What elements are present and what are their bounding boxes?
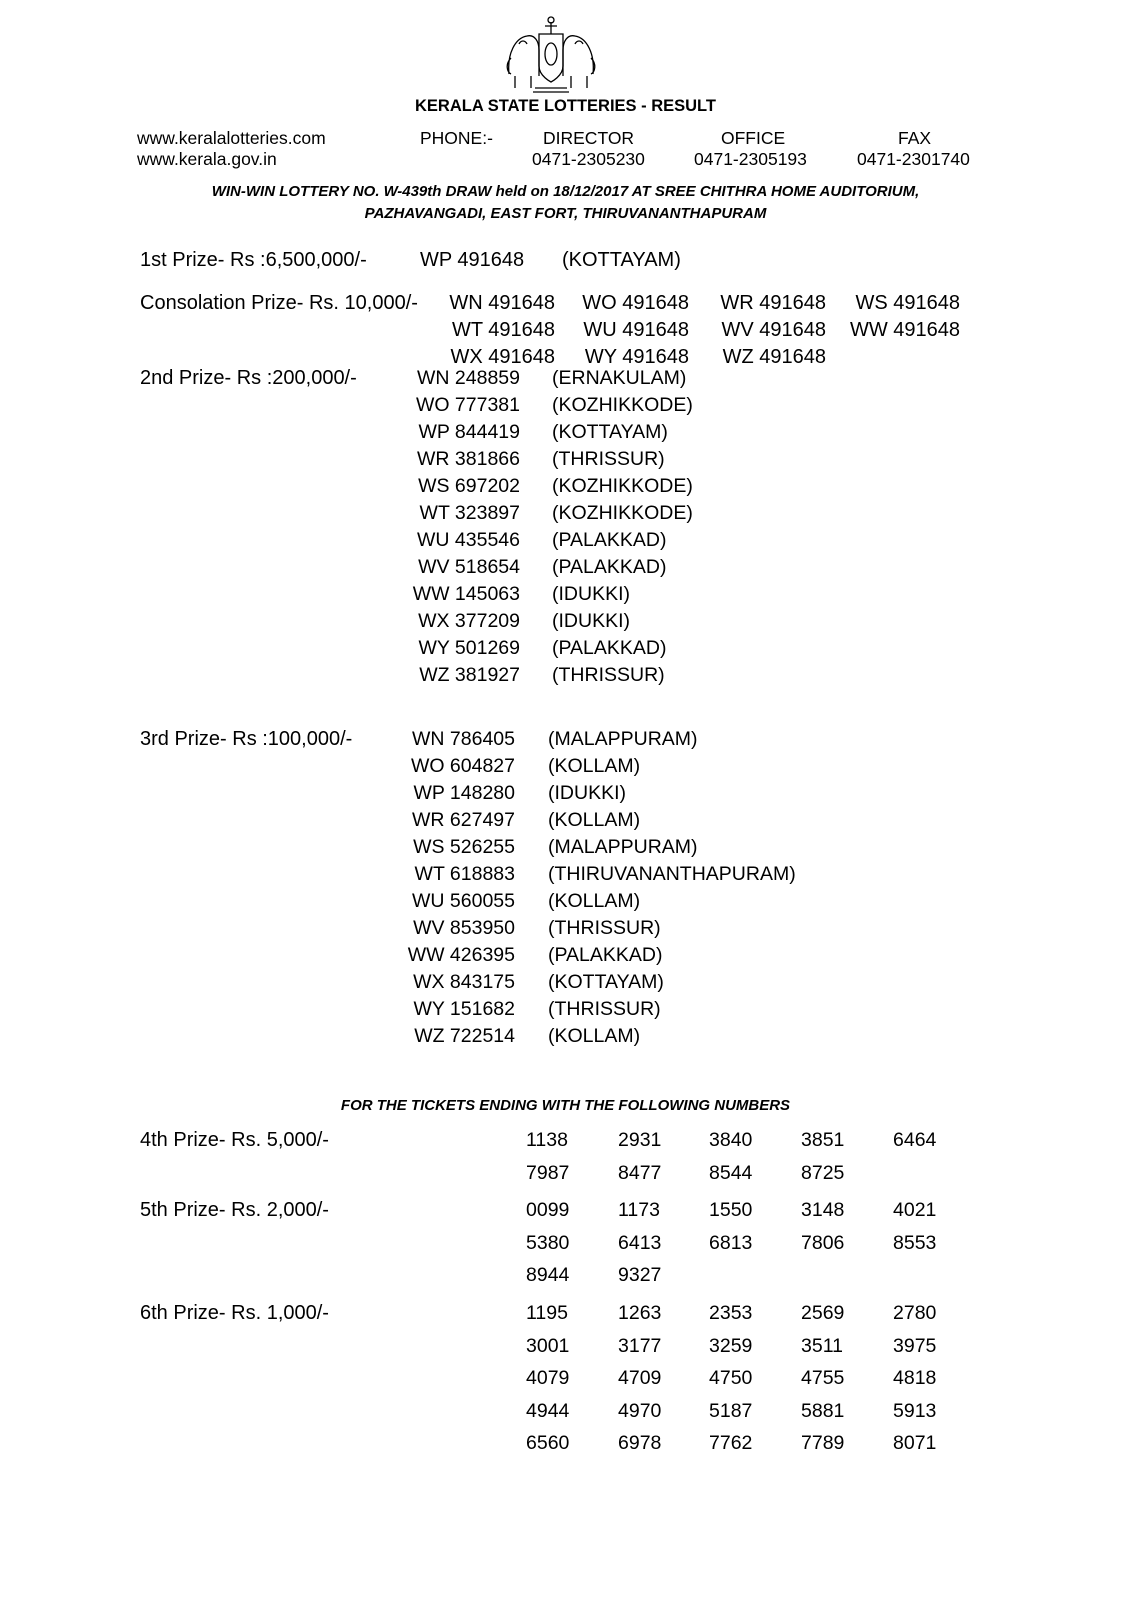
second-prize-place: (IDUKKI) <box>552 610 630 632</box>
second-prize-place: (IDUKKI) <box>552 583 630 605</box>
sixth-prize-number: 7762 <box>709 1432 753 1454</box>
fourth-prize-number: 8725 <box>801 1162 845 1184</box>
fifth-prize-label: 5th Prize- Rs. 2,000/- <box>140 1199 329 1221</box>
second-prize-ticket: WS 697202 <box>418 475 520 497</box>
third-prize-label: 3rd Prize- Rs :100,000/- <box>140 728 353 750</box>
consolation-ticket: WU 491648 <box>583 319 689 341</box>
fifth-prize-number: 3148 <box>801 1199 845 1221</box>
sixth-prize-number: 3259 <box>709 1335 753 1357</box>
consolation-ticket: WS 491648 <box>855 292 960 314</box>
sixth-prize-number: 3001 <box>526 1335 570 1357</box>
second-prize-ticket: WY 501269 <box>418 637 520 659</box>
third-prize-ticket: WR 627497 <box>412 809 515 831</box>
sixth-prize-label: 6th Prize- Rs. 1,000/- <box>140 1302 329 1324</box>
second-prize-ticket: WN 248859 <box>417 367 520 389</box>
consolation-prize-label: Consolation Prize- Rs. 10,000/- <box>140 292 418 314</box>
fourth-prize-number: 3840 <box>709 1129 753 1151</box>
fifth-prize-number: 6413 <box>618 1232 662 1254</box>
second-prize-ticket: WO 777381 <box>415 394 520 416</box>
second-prize-label: 2nd Prize- Rs :200,000/- <box>140 367 357 389</box>
third-prize-ticket: WN 786405 <box>412 728 515 750</box>
fourth-prize-number: 8544 <box>709 1162 753 1184</box>
fifth-prize-number: 4021 <box>893 1199 937 1221</box>
second-prize-ticket: WU 435546 <box>417 529 520 551</box>
second-prize-place: (KOZHIKKODE) <box>552 502 693 524</box>
fifth-prize-number: 6813 <box>709 1232 753 1254</box>
third-prize-place: (KOLLAM) <box>548 890 641 912</box>
third-prize-ticket: WZ 722514 <box>414 1025 515 1047</box>
sixth-prize-number: 4079 <box>526 1367 570 1389</box>
third-prize-ticket: WP 148280 <box>413 782 515 804</box>
draw-details: WIN-WIN LOTTERY NO. W-439th DRAW held on 18/12/2017 AT SREE CHITHRA HOME AUDITORIUM, <box>211 183 920 200</box>
third-prize-place: (KOLLAM) <box>548 755 641 777</box>
sixth-prize-number: 4709 <box>618 1367 662 1389</box>
third-prize-place: (MALAPPURAM) <box>548 836 698 858</box>
fourth-prize-number: 3851 <box>801 1129 845 1151</box>
third-prize-place: (KOLLAM) <box>548 1025 641 1047</box>
consolation-ticket: WW 491648 <box>849 319 960 341</box>
second-prize-ticket: WR 381866 <box>417 448 520 470</box>
third-prize-ticket: WV 853950 <box>413 917 515 939</box>
fourth-prize-number: 1138 <box>526 1129 568 1151</box>
sixth-prize-number: 2353 <box>709 1302 753 1324</box>
third-prize-ticket: WW 426395 <box>407 944 515 966</box>
website-link[interactable]: www.keralalotteries.com <box>137 128 326 148</box>
second-prize-place: (THRISSUR) <box>552 664 665 686</box>
third-prize-place: (THRISSUR) <box>548 998 661 1020</box>
second-prize-place: (KOZHIKKODE) <box>552 394 693 416</box>
second-prize-place: (ERNAKULAM) <box>552 367 687 389</box>
fifth-prize-number: 0099 <box>526 1199 570 1221</box>
page-title: KERALA STATE LOTTERIES - RESULT <box>415 97 716 115</box>
fourth-prize-number: 6464 <box>893 1129 937 1151</box>
sixth-prize-number: 4755 <box>801 1367 845 1389</box>
first-prize-place: (KOTTAYAM) <box>562 249 681 271</box>
fourth-prize-number: 8477 <box>618 1162 662 1184</box>
first-prize-ticket: WP 491648 <box>420 249 525 271</box>
fifth-prize-number: 1550 <box>709 1199 753 1221</box>
second-prize-ticket: WX 377209 <box>418 610 520 632</box>
sixth-prize-number: 4750 <box>709 1367 753 1389</box>
consolation-ticket: WV 491648 <box>721 319 826 341</box>
sixth-prize-number: 4818 <box>893 1367 937 1389</box>
sixth-prize-number: 6560 <box>526 1432 570 1454</box>
second-prize-place: (PALAKKAD) <box>552 637 667 659</box>
second-prize-place: (PALAKKAD) <box>552 529 667 551</box>
consolation-ticket: WY 491648 <box>584 346 689 368</box>
sixth-prize-number: 4944 <box>526 1400 570 1422</box>
director-phone: 0471-2305230 <box>532 149 645 169</box>
endings-notice: FOR THE TICKETS ENDING WITH THE FOLLOWING NUMBERS <box>340 1097 791 1114</box>
sixth-prize-number: 1195 <box>526 1302 568 1324</box>
third-prize-ticket: WO 604827 <box>410 755 515 777</box>
fax-label: FAX <box>898 128 932 148</box>
second-prize-place: (PALAKKAD) <box>552 556 667 578</box>
second-prize-ticket: WW 145063 <box>412 583 520 605</box>
sixth-prize-number: 3511 <box>801 1335 843 1357</box>
fifth-prize-number: 7806 <box>801 1232 845 1254</box>
fifth-prize-number: 8553 <box>893 1232 937 1254</box>
sixth-prize-number: 6978 <box>618 1432 662 1454</box>
third-prize-ticket: WS 526255 <box>413 836 515 858</box>
draw-venue: PAZHAVANGADI, EAST FORT, THIRUVANANTHAPURAM <box>364 205 767 222</box>
sixth-prize-number: 5187 <box>709 1400 753 1422</box>
second-prize-place: (KOTTAYAM) <box>552 421 668 443</box>
consolation-ticket: WO 491648 <box>582 292 689 314</box>
consolation-ticket: WT 491648 <box>451 319 555 341</box>
sixth-prize-number: 2780 <box>893 1302 937 1324</box>
third-prize-place: (THRISSUR) <box>548 917 661 939</box>
sixth-prize-number: 1263 <box>618 1302 662 1324</box>
phone-label: PHONE:- <box>420 128 493 148</box>
fifth-prize-number: 5380 <box>526 1232 570 1254</box>
second-prize-place: (THRISSUR) <box>552 448 665 470</box>
director-label: DIRECTOR <box>543 128 635 148</box>
third-prize-place: (THIRUVANANTHAPURAM) <box>548 863 796 885</box>
third-prize-place: (KOTTAYAM) <box>548 971 664 993</box>
sixth-prize-number: 4970 <box>618 1400 662 1422</box>
sixth-prize-number: 7789 <box>801 1432 845 1454</box>
website-link[interactable]: www.kerala.gov.in <box>137 149 277 169</box>
sixth-prize-number: 3177 <box>618 1335 662 1357</box>
third-prize-place: (IDUKKI) <box>548 782 626 804</box>
fax-number: 0471-2301740 <box>857 149 970 169</box>
fifth-prize-number: 9327 <box>618 1264 662 1286</box>
consolation-ticket: WN 491648 <box>449 292 555 314</box>
second-prize-ticket: WP 844419 <box>418 421 520 443</box>
sixth-prize-number: 5881 <box>801 1400 845 1422</box>
office-phone: 0471-2305193 <box>694 149 807 169</box>
sixth-prize-number: 5913 <box>893 1400 937 1422</box>
fourth-prize-label: 4th Prize- Rs. 5,000/- <box>140 1129 329 1151</box>
second-prize-ticket: WZ 381927 <box>419 664 520 686</box>
third-prize-ticket: WT 618883 <box>414 863 515 885</box>
second-prize-ticket: WV 518654 <box>418 556 520 578</box>
sixth-prize-number: 2569 <box>801 1302 845 1324</box>
third-prize-ticket: WX 843175 <box>413 971 515 993</box>
sixth-prize-number: 3975 <box>893 1335 937 1357</box>
third-prize-place: (PALAKKAD) <box>548 944 663 966</box>
second-prize-place: (KOZHIKKODE) <box>552 475 693 497</box>
consolation-ticket: WR 491648 <box>720 292 826 314</box>
consolation-ticket: WZ 491648 <box>722 346 826 368</box>
sixth-prize-number: 8071 <box>893 1432 937 1454</box>
third-prize-place: (KOLLAM) <box>548 809 641 831</box>
third-prize-ticket: WY 151682 <box>413 998 515 1020</box>
first-prize-label: 1st Prize- Rs :6,500,000/- <box>140 249 367 271</box>
kerala-emblem-icon <box>505 14 597 94</box>
fifth-prize-number: 8944 <box>526 1264 570 1286</box>
fourth-prize-number: 2931 <box>618 1129 662 1151</box>
third-prize-place: (MALAPPURAM) <box>548 728 698 750</box>
second-prize-ticket: WT 323897 <box>419 502 520 524</box>
office-label: OFFICE <box>721 128 786 148</box>
consolation-ticket: WX 491648 <box>450 346 555 368</box>
fifth-prize-number: 1173 <box>618 1199 660 1221</box>
fourth-prize-number: 7987 <box>526 1162 570 1184</box>
third-prize-ticket: WU 560055 <box>412 890 515 912</box>
